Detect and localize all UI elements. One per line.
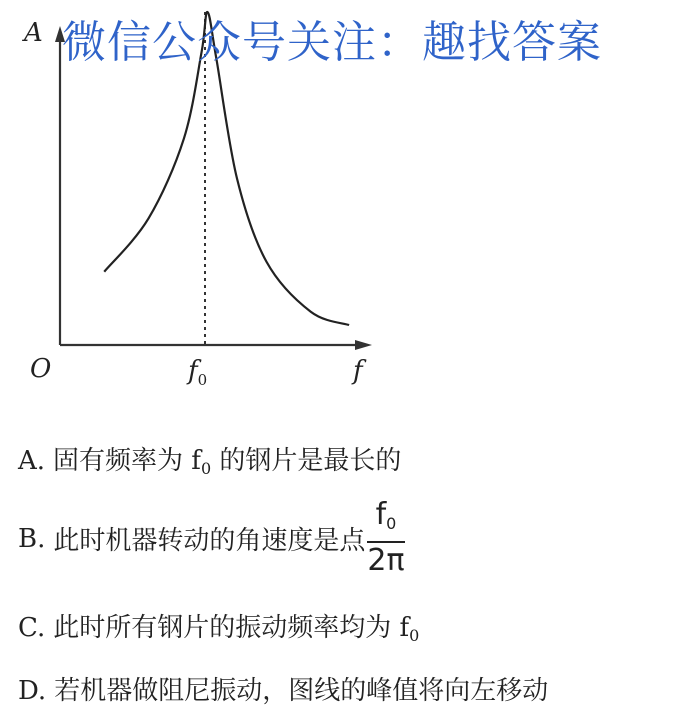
option-c-letter: C.: [18, 613, 46, 643]
watermark-text: 微信公众号关注：趣找答案: [62, 17, 602, 68]
option-a-letter: A.: [18, 446, 46, 476]
option-a: [18, 440, 401, 478]
option-b-letter: B.: [18, 523, 46, 554]
fraction-numerator: [367, 498, 404, 543]
option-d: [18, 670, 548, 707]
y-axis-label: A: [24, 18, 43, 48]
fraction-denominator: 2π: [367, 543, 405, 578]
fraction-numerator-main: f: [375, 497, 387, 532]
option-d-letter: D.: [18, 676, 47, 706]
option-c-sub: 0: [409, 626, 420, 645]
fraction-numerator-sub: 0: [386, 514, 397, 533]
option-a-tail: 的钢片是最长的: [211, 446, 402, 476]
x-axis-label: f: [353, 356, 363, 386]
option-b-fraction: [367, 498, 404, 579]
option-c-text: 此时所有钢片的振动频率均为 f: [53, 613, 410, 643]
origin-label: O: [30, 354, 52, 384]
option-a-sub: 0: [200, 459, 212, 478]
option-b-text: 此时机器转动的角速度是点: [53, 526, 366, 556]
option-d-text: 若机器做阻尼振动，图线的峰值将向左移动: [54, 676, 549, 706]
f0-label-main: f: [188, 356, 198, 386]
option-a-text: 固有频率为 f: [53, 446, 201, 476]
f0-tick-label: [188, 356, 207, 389]
option-b: [18, 498, 405, 579]
x-axis-arrow: [355, 340, 372, 350]
f0-label-sub: 0: [197, 371, 208, 389]
option-c: [18, 607, 419, 645]
